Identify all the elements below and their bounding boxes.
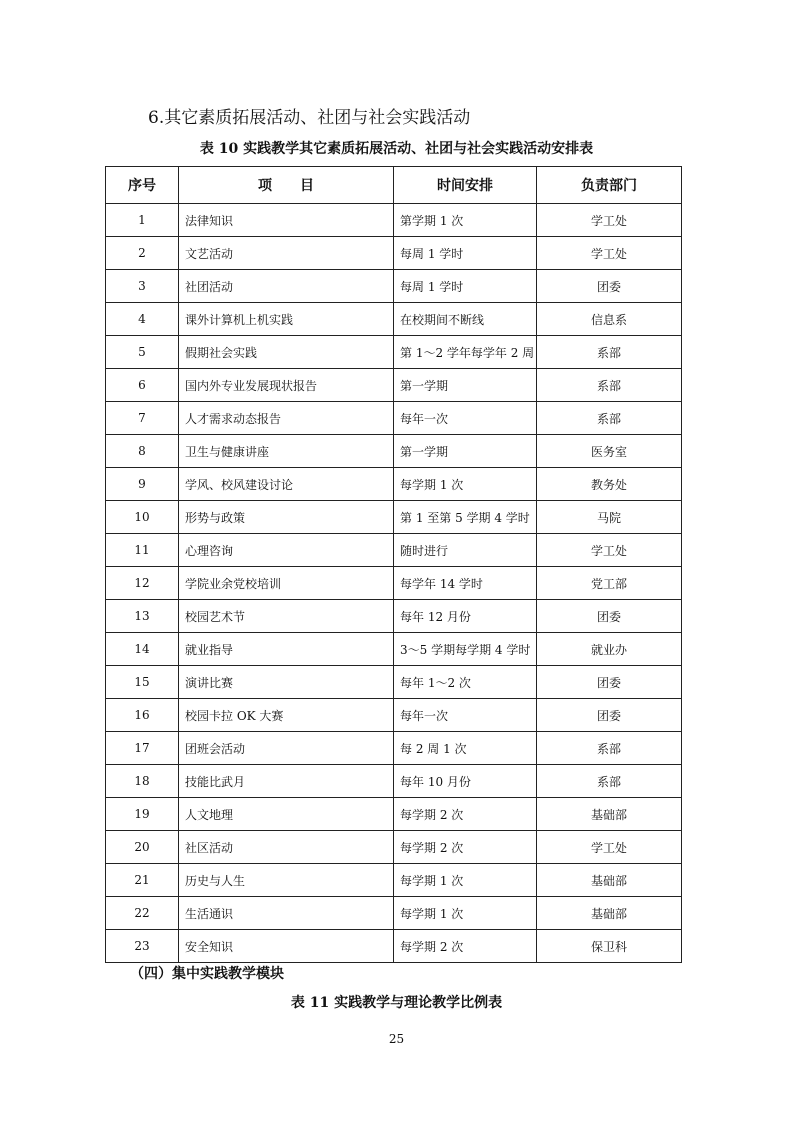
cell-item: 技能比武月 — [179, 765, 394, 798]
cell-no: 22 — [106, 897, 179, 930]
cell-dept: 保卫科 — [537, 930, 682, 963]
cell-no: 18 — [106, 765, 179, 798]
cell-dept: 学工处 — [537, 237, 682, 270]
cell-dept: 教务处 — [537, 468, 682, 501]
cell-dept: 团委 — [537, 600, 682, 633]
cell-item: 学院业余党校培训 — [179, 567, 394, 600]
table-row — [106, 369, 682, 402]
cell-item: 学风、校风建设讨论 — [179, 468, 394, 501]
cell-no: 21 — [106, 864, 179, 897]
table-row — [106, 468, 682, 501]
cell-dept: 团委 — [537, 699, 682, 732]
cell-item: 假期社会实践 — [179, 336, 394, 369]
cell-time: 每年一次 — [394, 699, 537, 732]
cell-no: 13 — [106, 600, 179, 633]
cell-dept: 学工处 — [537, 534, 682, 567]
activity-schedule-table — [105, 166, 682, 963]
cell-dept: 党工部 — [537, 567, 682, 600]
table-row — [106, 567, 682, 600]
cell-dept: 系部 — [537, 402, 682, 435]
cell-item: 法律知识 — [179, 204, 394, 237]
cell-item: 国内外专业发展现状报告 — [179, 369, 394, 402]
cell-time: 第 1 至第 5 学期 4 学时 — [394, 501, 537, 534]
cell-time: 每学年 14 学时 — [394, 567, 537, 600]
cell-no: 1 — [106, 204, 179, 237]
cell-no: 4 — [106, 303, 179, 336]
cell-time: 每学期 1 次 — [394, 864, 537, 897]
sub-heading: （四）集中实践教学模块 — [130, 966, 284, 982]
cell-item: 卫生与健康讲座 — [179, 435, 394, 468]
table-row — [106, 435, 682, 468]
cell-no: 3 — [106, 270, 179, 303]
cell-no: 2 — [106, 237, 179, 270]
cell-item: 形势与政策 — [179, 501, 394, 534]
cell-item: 文艺活动 — [179, 237, 394, 270]
cell-item: 校园卡拉 OK 大赛 — [179, 699, 394, 732]
cell-time: 每学期 2 次 — [394, 930, 537, 963]
cell-item: 课外计算机上机实践 — [179, 303, 394, 336]
cell-dept: 团委 — [537, 666, 682, 699]
cell-dept: 基础部 — [537, 798, 682, 831]
table-row — [106, 336, 682, 369]
cell-time: 每年一次 — [394, 402, 537, 435]
table-row — [106, 798, 682, 831]
section-heading: 6.其它素质拓展活动、社团与社会实践活动 — [148, 108, 471, 128]
table-row — [106, 633, 682, 666]
cell-time: 每年 10 月份 — [394, 765, 537, 798]
cell-item: 校园艺术节 — [179, 600, 394, 633]
cell-dept: 学工处 — [537, 831, 682, 864]
cell-time: 每周 1 学时 — [394, 270, 537, 303]
cell-time: 第一学期 — [394, 435, 537, 468]
cell-time: 每学期 2 次 — [394, 831, 537, 864]
cell-time: 每 2 周 1 次 — [394, 732, 537, 765]
cell-dept: 马院 — [537, 501, 682, 534]
cell-no: 5 — [106, 336, 179, 369]
cell-item: 演讲比赛 — [179, 666, 394, 699]
cell-no: 19 — [106, 798, 179, 831]
column-header-time: 时间安排 — [394, 167, 537, 204]
cell-time: 第 1～2 学年每学年 2 周 — [394, 336, 537, 369]
table-row — [106, 864, 682, 897]
cell-dept: 学工处 — [537, 204, 682, 237]
cell-no: 10 — [106, 501, 179, 534]
cell-no: 16 — [106, 699, 179, 732]
cell-no: 9 — [106, 468, 179, 501]
cell-time: 第学期 1 次 — [394, 204, 537, 237]
table-row — [106, 699, 682, 732]
column-header-no: 序号 — [106, 167, 179, 204]
cell-no: 12 — [106, 567, 179, 600]
table-row — [106, 204, 682, 237]
cell-item: 历史与人生 — [179, 864, 394, 897]
table-row — [106, 402, 682, 435]
cell-dept: 系部 — [537, 369, 682, 402]
cell-no: 8 — [106, 435, 179, 468]
cell-no: 14 — [106, 633, 179, 666]
cell-no: 23 — [106, 930, 179, 963]
cell-dept: 信息系 — [537, 303, 682, 336]
table-row — [106, 831, 682, 864]
cell-item: 人文地理 — [179, 798, 394, 831]
cell-dept: 系部 — [537, 765, 682, 798]
cell-no: 17 — [106, 732, 179, 765]
cell-item: 就业指导 — [179, 633, 394, 666]
column-header-item: 项 目 — [179, 167, 394, 204]
cell-no: 20 — [106, 831, 179, 864]
cell-dept: 系部 — [537, 732, 682, 765]
table-row — [106, 237, 682, 270]
cell-no: 11 — [106, 534, 179, 567]
table-row — [106, 534, 682, 567]
cell-item: 心理咨询 — [179, 534, 394, 567]
cell-time: 随时进行 — [394, 534, 537, 567]
cell-no: 7 — [106, 402, 179, 435]
table-header-row — [106, 167, 682, 204]
cell-time: 每学期 2 次 — [394, 798, 537, 831]
cell-dept: 团委 — [537, 270, 682, 303]
table-row — [106, 930, 682, 963]
cell-dept: 医务室 — [537, 435, 682, 468]
table-row — [106, 303, 682, 336]
table-10-caption: 表 10 实践教学其它素质拓展活动、社团与社会实践活动安排表 — [199, 141, 594, 157]
table-row — [106, 501, 682, 534]
table-row — [106, 897, 682, 930]
cell-time: 3～5 学期每学期 4 学时 — [394, 633, 537, 666]
page-number: 25 — [388, 1032, 405, 1046]
cell-dept: 基础部 — [537, 864, 682, 897]
cell-time: 每年 12 月份 — [394, 600, 537, 633]
cell-no: 15 — [106, 666, 179, 699]
cell-time: 每学期 1 次 — [394, 897, 537, 930]
table-11-caption: 表 11 实践教学与理论教学比例表 — [290, 995, 503, 1011]
cell-dept: 基础部 — [537, 897, 682, 930]
cell-time: 每年 1～2 次 — [394, 666, 537, 699]
cell-item: 安全知识 — [179, 930, 394, 963]
table-row — [106, 600, 682, 633]
cell-time: 每学期 1 次 — [394, 468, 537, 501]
table-row — [106, 732, 682, 765]
table-row — [106, 765, 682, 798]
column-header-dept: 负责部门 — [537, 167, 682, 204]
cell-item: 社区活动 — [179, 831, 394, 864]
cell-item: 团班会活动 — [179, 732, 394, 765]
cell-item: 人才需求动态报告 — [179, 402, 394, 435]
cell-dept: 就业办 — [537, 633, 682, 666]
cell-no: 6 — [106, 369, 179, 402]
cell-time: 第一学期 — [394, 369, 537, 402]
table-row — [106, 666, 682, 699]
table-row — [106, 270, 682, 303]
cell-time: 在校期间不断线 — [394, 303, 537, 336]
cell-time: 每周 1 学时 — [394, 237, 537, 270]
cell-dept: 系部 — [537, 336, 682, 369]
cell-item: 生活通识 — [179, 897, 394, 930]
cell-item: 社团活动 — [179, 270, 394, 303]
